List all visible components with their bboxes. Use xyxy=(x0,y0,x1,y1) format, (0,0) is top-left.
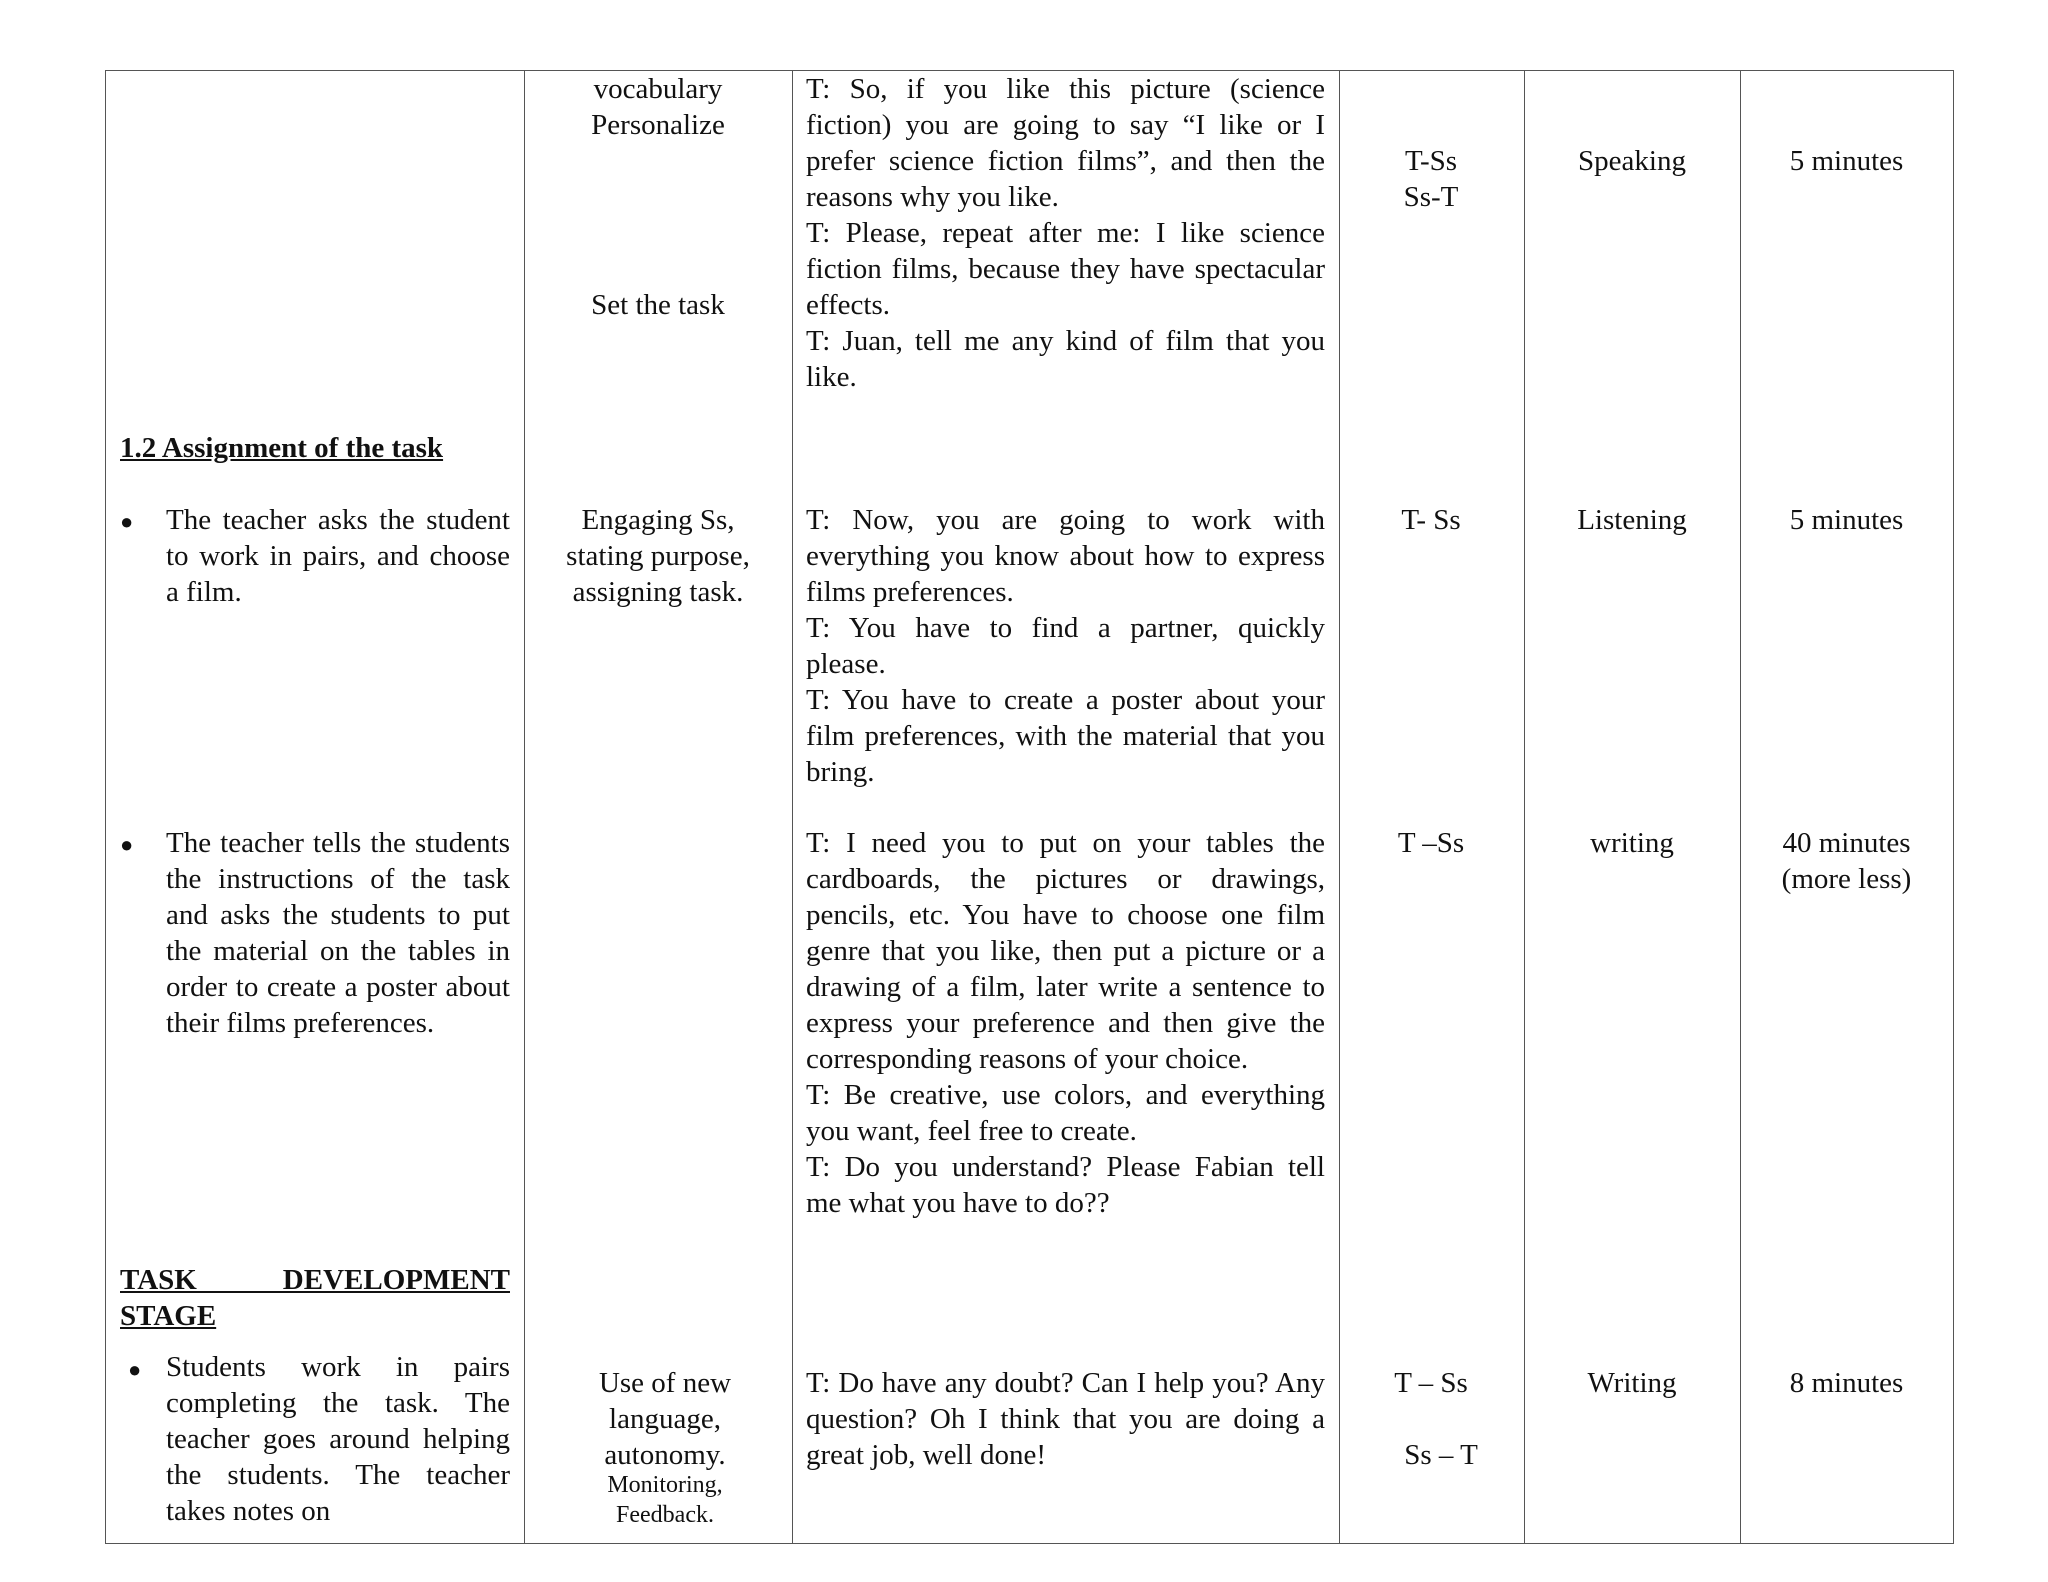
column-border xyxy=(1339,70,1340,1543)
dialogue-line: T: Now, you are going to work with everything you know about how to express films preferences. xyxy=(806,504,1325,608)
column-border xyxy=(792,70,793,1543)
interaction-cell: T – Ss xyxy=(1394,1367,1468,1399)
skill-cell: Writing xyxy=(1587,1367,1677,1399)
section-heading: 1.2 Assignment of the task xyxy=(120,432,444,464)
dialogue-block xyxy=(806,825,1325,1221)
column-border xyxy=(1740,70,1741,1543)
interaction-cell: T- Ss xyxy=(1401,504,1461,536)
activity-description: The teacher asks the student to work in pairs, and choose a film. xyxy=(166,504,510,608)
skill-cell: Speaking xyxy=(1578,145,1686,177)
time-cell: 40 minutes xyxy=(1782,827,1911,859)
skill-cell: Listening xyxy=(1577,504,1687,536)
dialogue-line: T: Do have any doubt? Can I help you? Any question? Oh I think that you are doing a great job, well done! xyxy=(806,1367,1325,1471)
dialogue-line: T: I need you to put on your tables the cardboards, the pictures or drawings, pencils, etc. You have to choose one film genre that you like, then put a picture or a drawing of a film, later write a sentence to express your preference and then give the corresponding reasons of your choice. xyxy=(806,827,1325,1075)
bullet-icon: ● xyxy=(120,509,134,534)
bullet-icon: ● xyxy=(120,832,134,857)
time-cell: 8 minutes xyxy=(1789,1367,1904,1399)
purpose-cell: autonomy. xyxy=(604,1439,726,1471)
purpose-cell: Feedback. xyxy=(616,1502,714,1528)
purpose-cell: Use of new xyxy=(598,1367,732,1399)
stage-cell: vocabulary xyxy=(593,73,723,105)
interaction-cell: T-Ss xyxy=(1404,145,1458,177)
skill-cell: writing xyxy=(1590,827,1674,859)
dialogue-block xyxy=(806,502,1325,790)
dialogue-line: T: Be creative, use colors, and everything you want, feel free to create. xyxy=(806,1079,1325,1147)
interaction-cell: Ss-T xyxy=(1403,181,1459,213)
dialogue-line: T: Please, repeat after me: I like science fiction films, because they have spectacular effects. xyxy=(806,217,1325,321)
column-border xyxy=(1524,70,1525,1543)
time-cell: 5 minutes xyxy=(1789,504,1904,536)
time-cell: 5 minutes xyxy=(1789,145,1904,177)
dialogue-line: T: You have to find a partner, quickly please. xyxy=(806,612,1325,680)
column-border xyxy=(105,70,106,1543)
interaction-cell: T –Ss xyxy=(1397,827,1465,859)
activity-description: Students work in pairs completing the task. The teacher goes around helping the students. The teacher takes notes on xyxy=(166,1351,510,1527)
purpose-cell: Engaging Ss, stating purpose, assigning task. xyxy=(566,504,750,608)
time-cell: (more less) xyxy=(1781,863,1912,895)
table-bottom-border xyxy=(105,1543,1954,1544)
interaction-cell: Ss – T xyxy=(1404,1439,1478,1471)
section-heading: TASK DEVELOPMENT STAGE xyxy=(120,1264,510,1332)
bullet-icon: ● xyxy=(128,1357,142,1382)
purpose-cell: language, xyxy=(609,1403,721,1435)
column-border xyxy=(524,70,525,1543)
stage-cell: Set the task xyxy=(591,289,725,321)
activity-description: The teacher tells the students the instructions of the task and asks the students to put the material on the tables in order to create a poster about their films preferences. xyxy=(166,827,510,1039)
column-border xyxy=(1953,70,1954,1543)
stage-cell: Personalize xyxy=(591,109,725,141)
dialogue-line: T: Juan, tell me any kind of film that you like. xyxy=(806,325,1325,393)
purpose-cell: Monitoring, xyxy=(607,1472,723,1498)
dialogue-line: T: You have to create a poster about your film preferences, with the material that you bring. xyxy=(806,684,1325,788)
dialogue-line: T: So, if you like this picture (science fiction) you are going to say “I like or I prefer science fiction films”, and then the reasons why you like. xyxy=(806,73,1325,213)
dialogue-line: T: Do you understand? Please Fabian tell me what you have to do?? xyxy=(806,1151,1325,1219)
dialogue-block xyxy=(806,71,1325,395)
